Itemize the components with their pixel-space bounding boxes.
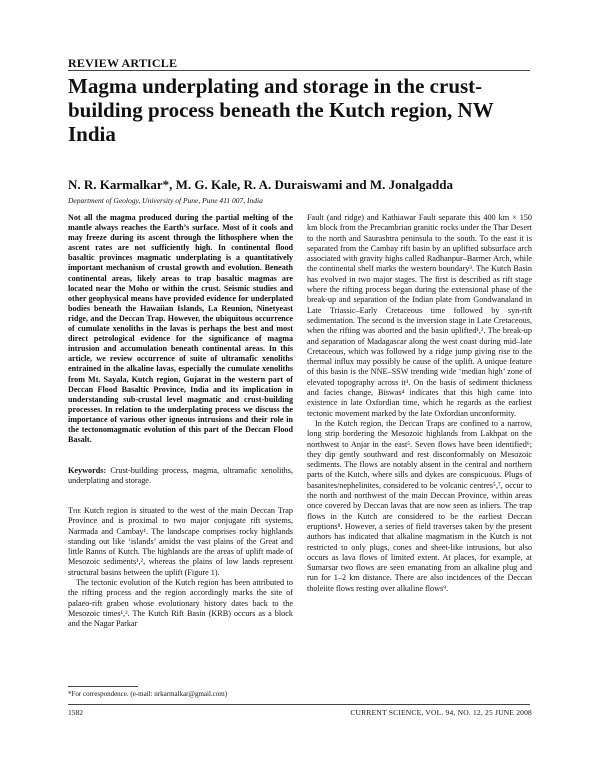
intro-paragraph-1 bbox=[68, 506, 293, 578]
author-list: N. R. Karmalkar*, M. G. Kale, R. A. Duraiswami and M. Jonalgadda bbox=[68, 177, 453, 192]
right-paragraph-1: Fault (and ridge) and Kathiawar Fault separate this 400 km × 150 km block from the Precambrian granitic rocks under the Thar Desert to the north and Saurashtra peninsula to the south. To the east it is separated from the Cambay rift basin by an uplifted subsurface arch associated with gravity highs called Radhanpur–Barmer Arch, while the continental shelf marks the western boundary³. The Kutch Basin has evolved in two major stages. The first is described as rift stage where the rifting process began during the extensional phase of the break-up and separation of the Indian plate from Gondwanaland in Late Triassic–Early Cretaceous time followed by syn-rift sedimentation. The second is the inversion stage in Late Cretaceous, when the rifting was aborted and the basin uplifted¹,². The break-up and separation of Madagascar along the west coast during mid–late Cretaceous, which was followed by a ridge jump giving rise to the thermal influx may possibly be cause of the uplift. A unique feature of this basin is the NNE–SSW trending wide ‘median high’ zone of elevated topography across it³. On the basis of sediment thickness and facies change, Biswas⁴ indicates that this high came into existence in late Oxfordian time, which he regards as the earliest tectonic movement marked by the late Oxfordian unconformity. bbox=[307, 213, 532, 418]
keywords-block bbox=[68, 466, 293, 487]
right-paragraph-2: In the Kutch region, the Deccan Traps are confined to a narrow, long strip bordering the Mesozoic highlands from Lakhpat on the northwest to Anjar in the east⁵. Seven flows have been identified⁶; they dip gently southward and rest disconformably on Mesozoic sediments. The flows are notably absent in the central and northern parts of the Kutch, where sills and dykes are conspicuous. Plugs of basanites/nephelinites, considered to be volcanic centres⁵,⁷, occur to the north and northwest of the main Deccan Province, within areas once covered by Deccan lavas that are now seen as inliers. The trap flows in the Kutch are considered to be the earliest Deccan eruptions⁸. However, a series of field traverses taken by the present authors has indicated that alkaline magmatism in the Kutch is not restricted to only plugs, cones and sheet-like intrusions, but also occurs as lava flows of limited extent. At places, for example, at Sumarsar two flows are seen emanating from an alkaline plug and run for 1–2 km distance. There are also incidences of the Deccan tholeiite flows resting over alkaline flows⁹. bbox=[307, 418, 532, 593]
section-label: REVIEW ARTICLE bbox=[68, 56, 178, 70]
journal-citation: CURRENT SCIENCE, VOL. 94, NO. 12, 25 JUNE 2008 bbox=[350, 708, 532, 717]
keywords-label: Keywords: bbox=[68, 466, 107, 475]
abstract: Not all the magma produced during the partial melting of the mantle always reaches the Earth’s surface. Most of it cools and may freeze during its ascent through the lithosphere when the ascent rates are not sufficiently high. In continental flood basaltic provinces magmatic underplating is a quantitatively important mechanism of crustal growth and evolution. Beneath continental areas, likely areas to trap basaltic magmas are located near the Moho or within the crust. Seismic studies and other geophysical means have provided evidence for underplated bodies beneath the Hawaiian Islands, La Reunion, Ninetyeast ridge, and the Deccan Trap. However, the ubiquitous occurrence of cumulate xenoliths in the lavas is perhaps the best and most direct petrological evidence for the significance of magma intrusion and accumulation beneath continental areas. In this article, we review occurrence of suite of ultramafic xenoliths entrained in the alkaline lavas, especially the cumulate xenoliths from Mt. Sayala, Kutch region, Gujarat in the western part of Deccan Flood Basaltic Province, India and its implication in understanding sub-crustal level magmatic and crust-building processes. In relation to the underplating process we discuss the importance of various other igneous intrusions and their role in the tectonomagmatic evolution of this part of the Deccan Flood Basalt. bbox=[68, 213, 293, 445]
keywords-text: Crust-building process, magma, ultramafic xenoliths, underplating and storage. bbox=[68, 466, 294, 486]
correspondence-footnote: *For correspondence. (e-mail: nrkarmalkar@gmail.com) bbox=[68, 690, 228, 698]
affiliation: Department of Geology, University of Pune, Pune 411 007, India bbox=[68, 196, 263, 205]
footnote-rule bbox=[68, 686, 138, 687]
footer-rule bbox=[68, 704, 530, 705]
page-number: 1582 bbox=[68, 708, 83, 717]
intro-lead: The bbox=[68, 506, 81, 515]
intro-paragraph-2: The tectonic evolution of the Kutch region has been attributed to the rifting process and the region accordingly marks the site of palaeo-rift graben whose evolutionary history dates back to the Mesozoic times¹,². The Kutch Rift Basin (KRB) occurs as a block and the Nagar Parkar bbox=[68, 578, 293, 629]
intro-text-1: Kutch region is situated to the west of the main Deccan Trap Province and is proximal to two major conjugate rift systems, Narmada and Cambay¹. The landscape comprises rocky highlands standing out like ‘islands’ amidst the vast plains of the Great and little Ranns of Kutch. The highlands are the areas of uplift made of Mesozoic sediments¹,², whereas the plains of low lands represent structural basins between the uplift (Figure 1). bbox=[68, 506, 293, 577]
header-rule bbox=[68, 70, 530, 71]
right-column bbox=[307, 213, 532, 594]
introduction bbox=[68, 506, 293, 630]
article-title: Magma underplating and storage in the crust-building process beneath the Kutch region, NW India bbox=[68, 74, 494, 146]
